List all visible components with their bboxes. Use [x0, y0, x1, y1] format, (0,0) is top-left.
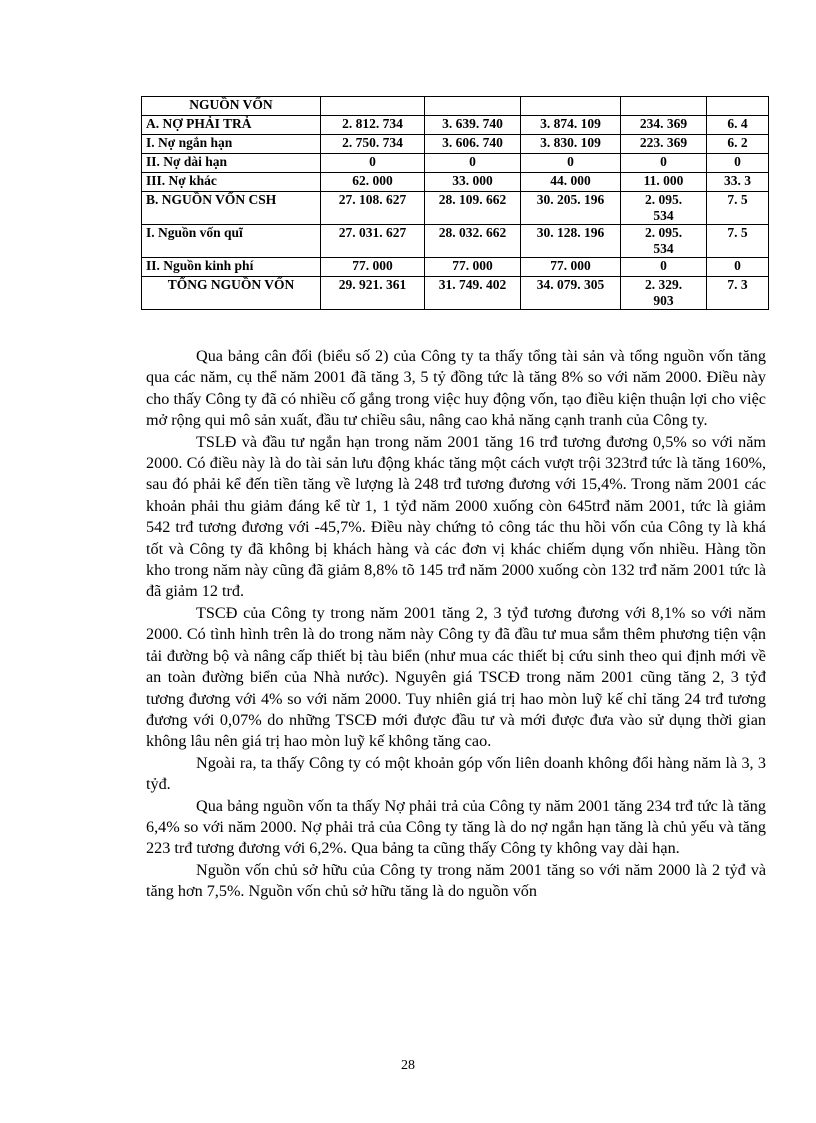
- table-cell: 27. 108. 627: [321, 192, 425, 225]
- table-cell: 3. 639. 740: [425, 116, 521, 135]
- table-row: [142, 173, 769, 192]
- paragraph: Qua bảng nguồn vốn ta thấy Nợ phải trả của Công ty năm 2001 tăng 234 trđ tức là tăng 6,4% so với năm 2000. Nợ phải trả của Công ty tăng là do nợ ngắn hạn tăng là chủ yếu và tăng 223 trđ tương đương với 6,2%. Qua bảng ta cũng thấy Công ty không vay dài hạn.: [146, 796, 766, 858]
- table-cell: [321, 97, 425, 116]
- table-cell: 33. 3: [707, 173, 769, 192]
- body-text: [146, 346, 766, 903]
- table-cell: 34. 079. 305: [521, 277, 621, 310]
- row-label: TỔNG NGUỒN VỐN: [142, 277, 321, 310]
- cell-line: 2. 329.: [644, 277, 683, 292]
- table-cell: 11. 000: [621, 173, 707, 192]
- table-cell: [425, 97, 521, 116]
- paragraph: TSLĐ và đầu tư ngắn hạn trong năm 2001 tăng 16 trđ tương đương 0,5% so với năm 2000. Có điều này là do tài sản lưu động khác tăng một cách vượt trội 323trđ tức là tăng 160%, sau đó phải kể đến tiền tăng về lượng là 248 trđ tương đương với 15,4%. Trong năm 2001 các khoản phải thu giảm đáng kể từ 1, 1 tỷđ năm 2000 xuống còn 645trđ năm 2001, tức là giảm 542 trđ tương đương với -45,7%. Điều này chứng tỏ công tác thu hồi vốn của Công ty là khá tốt và Công ty đã không bị khách hàng và các đơn vị khác chiếm dụng vốn nhiều. Hàng tồn kho trong năm này cũng đã giảm 8,8% tõ 145 trđ năm 2000 xuống còn 132 trđ năm 2001 tức là đã giảm 12 trđ.: [146, 432, 766, 601]
- table-cell: 27. 031. 627: [321, 225, 425, 258]
- table-row: [142, 192, 769, 225]
- cell-line: 534: [653, 208, 674, 223]
- table-row: [142, 225, 769, 258]
- table-cell: 7. 5: [707, 192, 769, 225]
- row-label: B. NGUỒN VỐN CSH: [142, 192, 321, 225]
- cell-line: 2. 095.: [644, 192, 683, 207]
- paragraph: Qua bảng cân đối (biểu số 2) của Công ty ta thấy tổng tài sản và tổng nguồn vốn tăng qua các năm, cụ thể năm 2001 đã tăng 3, 5 tỷ đồng tức là tăng 8% so với năm 2000. Điều này cho thấy Công ty đã có nhiều cố gắng trong việc huy động vốn, tạo điều kiện thuận lợi cho việc mở rộng qui mô sản xuất, đầu tư chiều sâu, nâng cao khả năng cạnh tranh của Công ty.: [146, 347, 766, 430]
- table-cell: 44. 000: [521, 173, 621, 192]
- table-cell: 77. 000: [521, 258, 621, 277]
- cell-line: 534: [653, 241, 674, 256]
- row-label: A. NỢ PHẢI TRẢ: [142, 116, 321, 135]
- table-cell: 3. 874. 109: [521, 116, 621, 135]
- table-cell: 77. 000: [321, 258, 425, 277]
- paragraph: TSCĐ của Công ty trong năm 2001 tăng 2, 3 tỷđ tương đương với 8,1% so với năm 2000. Có tình hình trên là do trong năm này Công ty đã đầu tư mua sắm thêm phương tiện vận tải đường bộ và nâng cấp thiết bị tàu biển (như mua các thiết bị cứu sinh theo qui định mới về an toàn đường biển của Nhà nước). Nguyên giá TSCĐ trong năm 2001 cũng tăng 2, 3 tỷđ tương đương với 4% so với năm 2000. Tuy nhiên giá trị hao mòn luỹ kế chỉ tăng 24 trđ tương đương với 0,07% do những TSCĐ mới được đầu tư và mới được đưa vào sử dụng thời gian không lâu nên giá trị hao mòn luỹ kế không tăng cao.: [146, 603, 766, 751]
- table-cell: [621, 97, 707, 116]
- paragraph: Nguồn vốn chủ sở hữu của Công ty trong năm 2001 tăng so với năm 2000 là 2 tỷđ và tăng hơn 7,5%. Nguồn vốn chủ sở hữu tăng là do nguồn vốn: [146, 860, 766, 901]
- table-cell: 7. 3: [707, 277, 769, 310]
- table-row: [142, 154, 769, 173]
- table-cell: 0: [621, 258, 707, 277]
- table-cell: 6. 4: [707, 116, 769, 135]
- table-cell: [621, 277, 707, 310]
- table-cell: 0: [621, 154, 707, 173]
- table-cell: 28. 032. 662: [425, 225, 521, 258]
- table-row: [142, 258, 769, 277]
- table-cell: [621, 225, 707, 258]
- row-label: I. Nguồn vốn quĩ: [142, 225, 321, 258]
- table-cell: 2. 812. 734: [321, 116, 425, 135]
- table-row: [142, 116, 769, 135]
- table-cell: 33. 000: [425, 173, 521, 192]
- cell-line: 2. 095.: [644, 225, 683, 240]
- table-cell: 7. 5: [707, 225, 769, 258]
- table-cell: 30. 128. 196: [521, 225, 621, 258]
- table-cell: 0: [425, 154, 521, 173]
- row-label: II. Nguồn kinh phí: [142, 258, 321, 277]
- row-label: III. Nợ khác: [142, 173, 321, 192]
- row-label: I. Nợ ngắn hạn: [142, 135, 321, 154]
- table-cell: 30. 205. 196: [521, 192, 621, 225]
- table-cell: 3. 830. 109: [521, 135, 621, 154]
- table-cell: 0: [707, 154, 769, 173]
- cell-line: 903: [653, 293, 674, 308]
- table-row: [142, 97, 769, 116]
- table-cell: [707, 97, 769, 116]
- table-cell: 234. 369: [621, 116, 707, 135]
- table-row: [142, 277, 769, 310]
- capital-sources-table: [141, 96, 769, 310]
- paragraph: Ngoài ra, ta thấy Công ty có một khoản góp vốn liên doanh không đổi hàng năm là 3, 3 tỷđ.: [146, 753, 766, 794]
- table-cell: 2. 750. 734: [321, 135, 425, 154]
- table-row: [142, 135, 769, 154]
- table-cell: [621, 192, 707, 225]
- table-cell: 31. 749. 402: [425, 277, 521, 310]
- table-cell: 28. 109. 662: [425, 192, 521, 225]
- row-label: II. Nợ dài hạn: [142, 154, 321, 173]
- table-cell: 3. 606. 740: [425, 135, 521, 154]
- page-number: 28: [401, 1058, 415, 1073]
- table-cell: 62. 000: [321, 173, 425, 192]
- table-cell: 0: [521, 154, 621, 173]
- table-cell: 6. 2: [707, 135, 769, 154]
- table-cell: 0: [707, 258, 769, 277]
- table-cell: [521, 97, 621, 116]
- table-cell: 223. 369: [621, 135, 707, 154]
- table-cell: 77. 000: [425, 258, 521, 277]
- table-cell: 29. 921. 361: [321, 277, 425, 310]
- table-cell: 0: [321, 154, 425, 173]
- row-label: NGUỒN VỐN: [142, 97, 321, 116]
